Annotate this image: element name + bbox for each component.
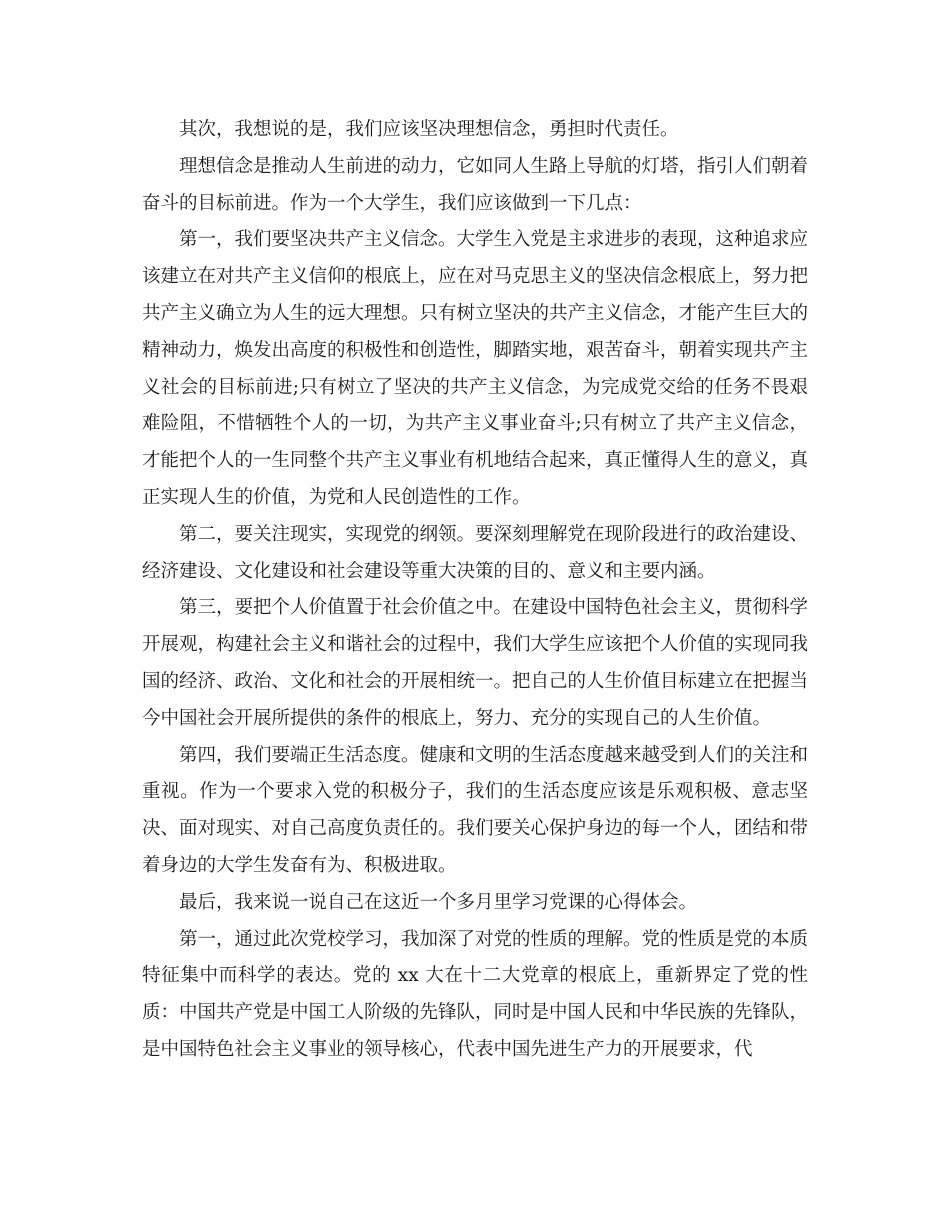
document-body [142, 112, 808, 1069]
paragraph-3: 第一，我们要坚决共产主义信念。大学生入党是主求进步的表现，这种追求应该建立在对共产主义信仰的根底上，应在对马克思主义的坚决信念根底上，努力把共产主义确立为人生的远大理想。只有树立坚决的共产主义信念，才能产生巨大的精神动力，焕发出高度的积极性和创造性，脚踏实地，艰苦奋斗，朝着实现共产主义社会的目标前进;只有树立了坚决的共产主义信念，为完成党交给的任务不畏艰难险阻，不惜牺牲个人的一切，为共产主义事业奋斗;只有树立了共产主义信念，才能把个人的一生同整个共产主义事业有机地结合起来，真正懂得人生的意义，真正实现人生的价值，为党和人民创造性的工作。 [142, 229, 809, 508]
paragraph-4: 第二，要关注现实，实现党的纲领。要深刻理解党在现阶段进行的政治建设、经济建设、文化建设和社会建设等重大决策的目的、意义和主要内涵。 [142, 523, 809, 582]
paragraph-1: 其次，我想说的是，我们应该坚决理想信念，勇担时代责任。 [179, 119, 679, 140]
paragraph-5: 第三，要把个人价值置于社会价值之中。在建设中国特色社会主义，贯彻科学开展观，构建社会主义和谐社会的过程中，我们大学生应该把个人价值的实现同我国的经济、政治、文化和社会的开展相统一。把自己的人生价值目标建立在把握当今中国社会开展所提供的条件的根底上，努力、充分的实现自己的人生价值。 [142, 597, 809, 729]
paragraph-7: 最后，我来说一说自己在这近一个多月里学习党课的心得体会。 [179, 891, 698, 913]
paragraph-8: 第一，通过此次党校学习，我加深了对党的性质的理解。党的性质是党的本质特征集中而科学的表达。党的 xx 大在十二大党章的根底上，重新界定了党的性质：中国共产党是中国工人阶级的先锋队，同时是中国人民和中华民族的先锋队，是中国特色社会主义事业的领导核心，代表中国先进生产力的开展要求，代 [142, 928, 809, 1060]
paragraph-6: 第四，我们要端正生活态度。健康和文明的生活态度越来越受到人们的关注和重视。作为一个要求入党的积极分子，我们的生活态度应该是乐观积极、意志坚决、面对现实、对自己高度负责任的。我们要关心保护身边的每一个人，团结和带着身边的大学生发奋有为、积极进取。 [142, 744, 809, 876]
paragraph-2: 理想信念是推动人生前进的动力，它如同人生路上导航的灯塔，指引人们朝着奋斗的目标前进。作为一个大学生，我们应该做到一下几点： [142, 155, 809, 214]
